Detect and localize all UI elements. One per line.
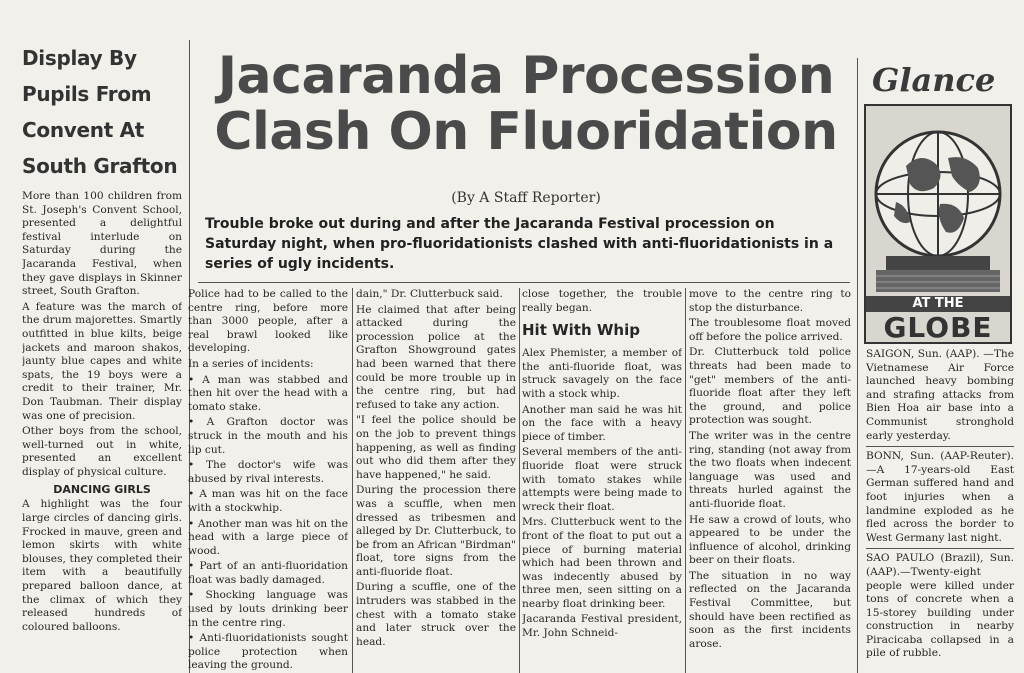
- globe-icon: [866, 106, 1010, 296]
- main-paragraph: During the procession there was a scuffle, when men dressed as tribesmen and alleged by Dr. Clutterbuck, to be from an African "Birdman" float, tore signs from the anti-fluoride float.: [356, 484, 516, 578]
- glance-paragraph: SAIGON, Sun. (AAP). —The Vietnamese Air Force launched heavy bombing and strafing attacks from Bien Hoa air base into a Communist stronghold early yesterday.: [866, 348, 1014, 442]
- main-paragraph: • Part of an anti-fluoridation float was badly damaged.: [188, 560, 348, 586]
- main-paragraph: In a series of incidents:: [188, 357, 314, 370]
- left-paragraph: A highlight was the four large circles of dancing girls. Frocked in mauve, green and lemon skirts with white blouses, they completed their item with a beautifully prepared balloon dance, at the climax of which they released hundreds of coloured balloons.: [22, 498, 182, 633]
- globe-illustration: [864, 104, 1012, 344]
- main-column-4: [689, 288, 851, 673]
- glance-paragraph: BONN, Sun. (AAP-Reuter).—A 17-years-old East German suffered hand and foot injuries when a landmine exploded as he fled across the border to West Germany last night.: [866, 450, 1014, 544]
- item-rule: [866, 446, 1014, 447]
- left-paragraph: More than 100 children from St. Joseph's Convent School, presented a delightful festival interlude on Saturday during the Jacaranda Festival, when they gave displays in Skinner street, South Grafton.: [22, 190, 182, 298]
- main-paragraph: • A man was stabbed and then hit over the head with a tomato stake.: [188, 373, 348, 413]
- column-rule: [519, 288, 520, 673]
- left-article-headline: Display By Pupils From Convent At South Grafton: [22, 46, 178, 178]
- left-article: [22, 40, 182, 673]
- main-paragraph: Alex Phemister, a member of the anti-fluoride float, was struck savagely on the face with a stock whip.: [522, 347, 682, 400]
- column-rule: [352, 288, 353, 673]
- main-paragraph: move to the centre ring to stop the disturbance.: [689, 288, 851, 314]
- main-paragraph: • A man was hit on the face with a stockwhip.: [188, 488, 348, 514]
- item-rule: [866, 548, 1014, 549]
- lead-rule: [198, 282, 850, 283]
- main-paragraph: Mrs. Clutterbuck went to the front of the float to put out a piece of burning material which had been thrown and was indecently abused by three men, seen sitting on a nearby float drinking beer.: [522, 516, 682, 610]
- main-paragraph: The troublesome float moved off before the police arrived.: [689, 317, 851, 343]
- left-subhead: DANCING GIRLS: [53, 483, 151, 497]
- main-paragraph: close together, the trouble really began.: [522, 288, 682, 314]
- main-column-3: [522, 288, 682, 673]
- main-paragraph: • Anti-fluoridationists sought police protection when leaving the ground.: [188, 632, 348, 672]
- main-paragraph: dain," Dr. Clutterbuck said.: [356, 288, 503, 300]
- glance-column: [866, 348, 1014, 673]
- main-paragraph: Dr. Clutterbuck told police threats had been made to "get" members of the anti-fluoride float after they left the ground, and police protection was sought.: [689, 346, 851, 427]
- left-paragraph: A feature was the march of the drum majorettes. Smartly outfitted in blue kilts, beige jackets and maroon shakos, jaunty blue capes and white spats, the 19 boys were a credit to their trainer, Mr. Don Taubman. Their display was one of precision.: [22, 300, 182, 422]
- glance-paragraph: SAO PAULO (Brazil), Sun. (AAP).—Twenty-eight people were killed under tons of concrete when a 15-storey building under construction in nearby Piracicaba collapsed in a pile of rubble.: [866, 552, 1014, 660]
- main-paragraph: Police had to be called to the centre ring, before more than 3000 people, after a real brawl looked like developing.: [188, 288, 348, 355]
- main-column-1: [188, 288, 348, 673]
- main-paragraph: Several members of the anti-fluoride float were struck with tomato stakes while attempts were being made to wreck their float.: [522, 446, 682, 513]
- main-paragraph: • A Grafton doctor was struck in the mouth and his lip cut.: [188, 416, 348, 456]
- globe-at-the: AT THE: [866, 296, 1010, 312]
- glance-title: Glance: [872, 61, 996, 99]
- main-paragraph: He saw a crowd of louts, who appeared to be under the influence of alcohol, drinking beer on their floats.: [689, 513, 851, 567]
- main-paragraph: He claimed that after being attacked during the procession police at the Grafton Showground gates had been warned that there could be more trouble up in the centre ring, but had refused to take any action.: [356, 303, 516, 411]
- main-column-2: [356, 288, 516, 673]
- main-paragraph: The writer was in the centre ring, standing (not away from the two floats when indecent language was used and threats hurled against the anti-fluoride float.: [689, 429, 851, 510]
- main-paragraph: • The doctor's wife was abused by rival interests.: [188, 459, 348, 485]
- main-paragraph: Another man said he was hit on the face with a heavy piece of timber.: [522, 403, 682, 443]
- column-subhead: Hit With Whip: [522, 321, 640, 340]
- column-rule: [685, 288, 686, 673]
- column-rule: [857, 58, 858, 673]
- main-paragraph: Jacaranda Festival president, Mr. John Schneid-: [522, 613, 682, 640]
- main-paragraph: • Another man was hit on the head with a large piece of wood.: [188, 517, 348, 557]
- lead-paragraph: Trouble broke out during and after the Jacaranda Festival procession on Saturday night, when pro-fluoridationists clashed with anti-fluoridationists in a series of ugly incidents.: [205, 216, 834, 272]
- main-paragraph: During a scuffle, one of the intruders was stabbed in the chest with a tomato stake and later struck over the head.: [356, 581, 516, 648]
- main-paragraph: The situation in no way reflected on the Jacaranda Festival Committee, but should have been rectified as soon as the first incidents arose.: [689, 569, 851, 650]
- main-headline: Jacaranda Procession Clash On Fluoridation: [214, 46, 838, 162]
- left-paragraph: Other boys from the school, well-turned out in white, presented an excellent display of physical culture.: [22, 425, 182, 478]
- main-paragraph: "I feel the police should be on the job to prevent things happening, as well as finding out who did them after they have happened," he said.: [356, 414, 516, 481]
- main-paragraph: • Shocking language was used by louts drinking beer in the centre ring.: [188, 589, 348, 629]
- globe-word: GLOBE: [883, 311, 993, 344]
- byline: (By A Staff Reporter): [451, 190, 601, 206]
